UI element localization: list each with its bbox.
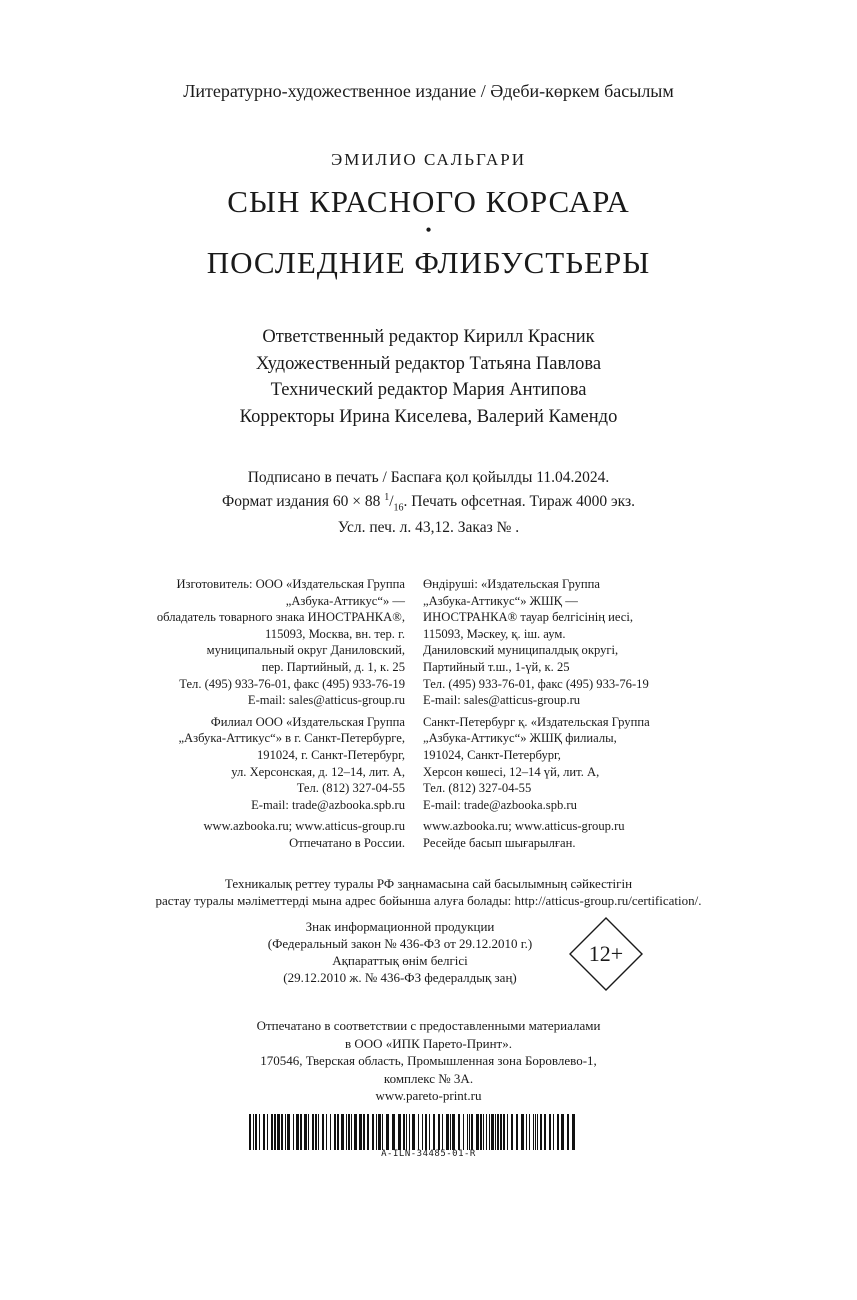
barcode-bar bbox=[354, 1114, 357, 1150]
info-line: Өндіруші: «Издательская Группа bbox=[423, 577, 600, 591]
info-line: E-mail: trade@azbooka.spb.ru bbox=[251, 797, 405, 812]
printer-line: 170546, Тверская область, Промышленная зона Боровлево-1, bbox=[260, 1053, 597, 1068]
info-line: Санкт-Петербург қ. «Издательская Группа bbox=[423, 714, 650, 729]
info-line: обладатель товарного знака ИНОСТРАНКА®, bbox=[156, 610, 405, 625]
barcode-bar bbox=[296, 1114, 299, 1150]
barcode-bar bbox=[486, 1114, 487, 1150]
barcode-bar bbox=[330, 1114, 331, 1150]
barcode-bar bbox=[483, 1114, 484, 1150]
info-line: www.azbooka.ru; www.atticus-group.ru bbox=[203, 819, 405, 834]
info-line: муниципальный округ Даниловский, bbox=[206, 643, 405, 658]
barcode-bar bbox=[363, 1114, 365, 1150]
tech-line: Техникалық реттеу туралы РФ заңнамасына сай басылымның сәйкестігін bbox=[224, 876, 633, 891]
barcode-bar bbox=[348, 1114, 350, 1150]
book-title-1: СЫН КРАСНОГО КОРСАРА bbox=[227, 184, 630, 219]
barcode-bar bbox=[446, 1114, 449, 1150]
info-line: Филиал ООО «Издательская Группа bbox=[210, 714, 405, 729]
barcode-bar bbox=[253, 1114, 254, 1150]
format-numerator: 1 bbox=[384, 492, 390, 503]
tech-line: растау туралы мәліметтерді мына адрес бойынша алуға болады: http://atticus-group.ru/certification/. bbox=[155, 893, 702, 908]
barcode-bar bbox=[337, 1114, 339, 1150]
barcode-bar bbox=[351, 1114, 352, 1150]
age-rating-label: 12+ bbox=[588, 941, 624, 966]
barcode-bar bbox=[557, 1114, 559, 1150]
barcode-bar bbox=[425, 1114, 427, 1150]
author-name: ЭМИЛИО САЛЬГАРИ bbox=[331, 150, 526, 169]
barcode-bar bbox=[521, 1114, 524, 1150]
print-info bbox=[0, 468, 857, 538]
format-denominator: 16 bbox=[393, 502, 404, 514]
barcode-bar bbox=[533, 1114, 534, 1150]
info-line: 191024, Санкт-Петербург, bbox=[423, 747, 561, 762]
barcode-icon bbox=[249, 1114, 579, 1150]
info-line: пер. Партийный, д. 1, к. 25 bbox=[261, 659, 405, 674]
barcode-bar bbox=[287, 1114, 290, 1150]
info-line: „Азбука-Аттикус“» ЖШҚ филиалы, bbox=[423, 731, 617, 746]
barcode-bar bbox=[382, 1114, 383, 1150]
format-suffix: . Печать офсетная. Тираж 4000 экз. bbox=[403, 493, 635, 511]
barcode-bar bbox=[458, 1114, 460, 1150]
barcode-bar bbox=[318, 1114, 319, 1150]
barcode-bar bbox=[553, 1114, 554, 1150]
info-line: Тел. (812) 327-04-55 bbox=[296, 781, 405, 796]
info-line: Херсон көшесі, 12–14 үй, лит. А, bbox=[423, 764, 600, 779]
format-line bbox=[0, 488, 857, 518]
barcode-bar bbox=[406, 1114, 407, 1150]
barcode-bar bbox=[442, 1114, 443, 1150]
barcode-bar bbox=[378, 1114, 381, 1150]
info-line: 191024, г. Санкт-Петербург, bbox=[257, 747, 405, 762]
info-line: „Азбука-Аттикус“» ЖШҚ — bbox=[423, 593, 578, 608]
barcode-bar bbox=[497, 1114, 499, 1150]
info-line: 115093, Москва, вн. тер. г. bbox=[264, 626, 405, 641]
info-line: Тел. (495) 933-76-01, факс (495) 933-76-19 bbox=[179, 676, 405, 691]
barcode-bar bbox=[489, 1114, 490, 1150]
info-line: www.azbooka.ru; www.atticus-group.ru bbox=[423, 819, 625, 834]
barcode-bar bbox=[315, 1114, 317, 1150]
signed-date: Подписано в печать / Баспаға қол қойылды 11.04.2024. bbox=[247, 469, 610, 486]
barcode-bar bbox=[277, 1114, 280, 1150]
tech-regulation-note bbox=[0, 875, 857, 909]
info-line: ИНОСТРАНКА® тауар белгісінің иесі, bbox=[423, 610, 633, 625]
barcode-bar bbox=[422, 1114, 423, 1150]
barcode-bar bbox=[463, 1114, 464, 1150]
barcode-bar bbox=[267, 1114, 268, 1150]
barcode-bar bbox=[438, 1114, 440, 1150]
barcode-bar bbox=[511, 1114, 513, 1150]
info-line: Изготовитель: ООО «Издательская Группа bbox=[176, 577, 405, 591]
barcode-bar bbox=[271, 1114, 273, 1150]
editorial-staff bbox=[0, 324, 857, 430]
barcode-bar bbox=[308, 1114, 309, 1150]
barcode-bar bbox=[409, 1114, 410, 1150]
info-line: Знак информационной продукции bbox=[305, 919, 495, 934]
barcode-bar bbox=[452, 1114, 455, 1150]
info-line: Партийный т.ш., 1-үй, к. 25 bbox=[423, 659, 570, 674]
barcode-bar bbox=[480, 1114, 482, 1150]
barcode-bar bbox=[450, 1114, 451, 1150]
manufacturer-block bbox=[60, 576, 405, 709]
printer-info bbox=[0, 1017, 857, 1105]
info-line: „Азбука-Аттикус“» в г. Санкт-Петербурге, bbox=[178, 731, 405, 746]
barcode-bar bbox=[516, 1114, 518, 1150]
info-line: Ақпараттық өнім белгісі bbox=[332, 953, 468, 968]
info-line: 115093, Мәскеу, қ. іш. аум. bbox=[423, 626, 566, 641]
barcode-bar bbox=[549, 1114, 551, 1150]
barcode-bar bbox=[341, 1114, 344, 1150]
barcode-bar bbox=[392, 1114, 395, 1150]
info-line: Тел. (495) 933-76-01, факс (495) 933-76-19 bbox=[423, 676, 649, 691]
barcode-bar bbox=[567, 1114, 569, 1150]
barcode-bar bbox=[249, 1114, 251, 1150]
barcode-bar bbox=[398, 1114, 401, 1150]
info-line: „Азбука-Аттикус“» — bbox=[285, 593, 405, 608]
info-product-sign bbox=[240, 918, 560, 986]
barcode-bar bbox=[537, 1114, 538, 1150]
publisher-info-kz bbox=[423, 576, 803, 857]
printer-line: в ООО «ИПК Парето-Принт». bbox=[344, 1035, 512, 1051]
printer-line: Отпечатано в соответствии с предоставленными материалами bbox=[256, 1018, 601, 1033]
format-slash: / bbox=[389, 493, 394, 511]
barcode-bar bbox=[491, 1114, 494, 1150]
barcode-bar bbox=[529, 1114, 530, 1150]
info-line: Ресейде басып шығарылған. bbox=[423, 835, 576, 850]
barcode-bar bbox=[386, 1114, 389, 1150]
staff-line: Художественный редактор Татьяна Павлова bbox=[255, 353, 602, 374]
barcode-bar bbox=[322, 1114, 324, 1150]
barcode-bar bbox=[429, 1114, 430, 1150]
web-block bbox=[60, 818, 405, 851]
barcode-bar bbox=[263, 1114, 265, 1150]
staff-line: Технический редактор Мария Антипова bbox=[270, 380, 587, 400]
barcode-bar bbox=[507, 1114, 508, 1150]
barcode-bar bbox=[376, 1114, 377, 1150]
barcode-bar bbox=[535, 1114, 536, 1150]
info-line: E-mail: sales@atticus-group.ru bbox=[423, 693, 581, 708]
staff-line: Корректоры Ирина Киселева, Валерий Камендо bbox=[239, 406, 618, 427]
edition-type: Литературно-художественное издание / Әдеби-көркем басылым bbox=[183, 81, 674, 101]
barcode-bar bbox=[503, 1114, 505, 1150]
printer-line: комплекс № 3А. bbox=[383, 1070, 474, 1086]
info-line: Отпечатано в России. bbox=[289, 835, 405, 850]
barcode-bar bbox=[412, 1114, 415, 1150]
branch-block bbox=[60, 714, 405, 814]
info-line: (Федеральный закон № 436-ФЗ от 29.12.2010 г.) bbox=[267, 936, 533, 951]
printer-line: www.pareto-print.ru bbox=[375, 1088, 482, 1103]
info-line: Тел. (812) 327-04-55 bbox=[423, 781, 532, 796]
web-block bbox=[423, 818, 803, 851]
staff-line: Ответственный редактор Кирилл Красник bbox=[262, 327, 595, 347]
barcode-bar bbox=[281, 1114, 283, 1150]
barcode-bar bbox=[300, 1114, 302, 1150]
barcode-bar bbox=[544, 1114, 546, 1150]
barcode-bar bbox=[259, 1114, 260, 1150]
barcode-bar bbox=[471, 1114, 473, 1150]
barcode-bar bbox=[304, 1114, 307, 1150]
format-prefix: Формат издания 60 × 88 bbox=[222, 493, 385, 511]
book-title-2: ПОСЛЕДНИЕ ФЛИБУСТЬЕРЫ bbox=[206, 245, 651, 280]
barcode-bar bbox=[403, 1114, 405, 1150]
branch-block bbox=[423, 714, 803, 814]
barcode-bar bbox=[540, 1114, 542, 1150]
barcode-bar bbox=[346, 1114, 347, 1150]
sheets-order: Усл. печ. л. 43,12. Заказ № . bbox=[337, 519, 520, 537]
barcode-bar bbox=[467, 1114, 468, 1150]
barcode-bar bbox=[495, 1114, 496, 1150]
barcode-bar bbox=[476, 1114, 479, 1150]
barcode-bar bbox=[500, 1114, 502, 1150]
barcode-bar bbox=[293, 1114, 294, 1150]
info-line: ул. Херсонская, д. 12–14, лит. А, bbox=[231, 764, 405, 779]
barcode-bar bbox=[255, 1114, 257, 1150]
age-rating-badge bbox=[569, 917, 643, 991]
barcode-bar bbox=[367, 1114, 369, 1150]
barcode-bar bbox=[285, 1114, 286, 1150]
barcode-bar bbox=[561, 1114, 564, 1150]
barcode-bar bbox=[334, 1114, 336, 1150]
barcode-bar bbox=[312, 1114, 314, 1150]
info-line: Даниловский муниципалдық округі, bbox=[423, 643, 619, 658]
info-line: E-mail: sales@atticus-group.ru bbox=[247, 693, 405, 708]
barcode-bar bbox=[572, 1114, 575, 1150]
barcode-bar bbox=[433, 1114, 435, 1150]
barcode-bar bbox=[526, 1114, 527, 1150]
barcode-bar bbox=[326, 1114, 327, 1150]
barcode-bar bbox=[372, 1114, 374, 1150]
barcode-label: A-ILN-34485-01-R bbox=[381, 1149, 476, 1159]
barcode-bar bbox=[469, 1114, 470, 1150]
barcode-bar bbox=[418, 1114, 419, 1150]
info-line: E-mail: trade@azbooka.spb.ru bbox=[423, 797, 577, 812]
barcode-bar bbox=[274, 1114, 276, 1150]
barcode-bar bbox=[359, 1114, 362, 1150]
publisher-info-ru bbox=[60, 576, 405, 857]
manufacturer-block bbox=[423, 576, 803, 709]
info-line: (29.12.2010 ж. № 436-ФЗ федералдық заң) bbox=[283, 970, 517, 985]
title-separator: • bbox=[425, 220, 432, 240]
